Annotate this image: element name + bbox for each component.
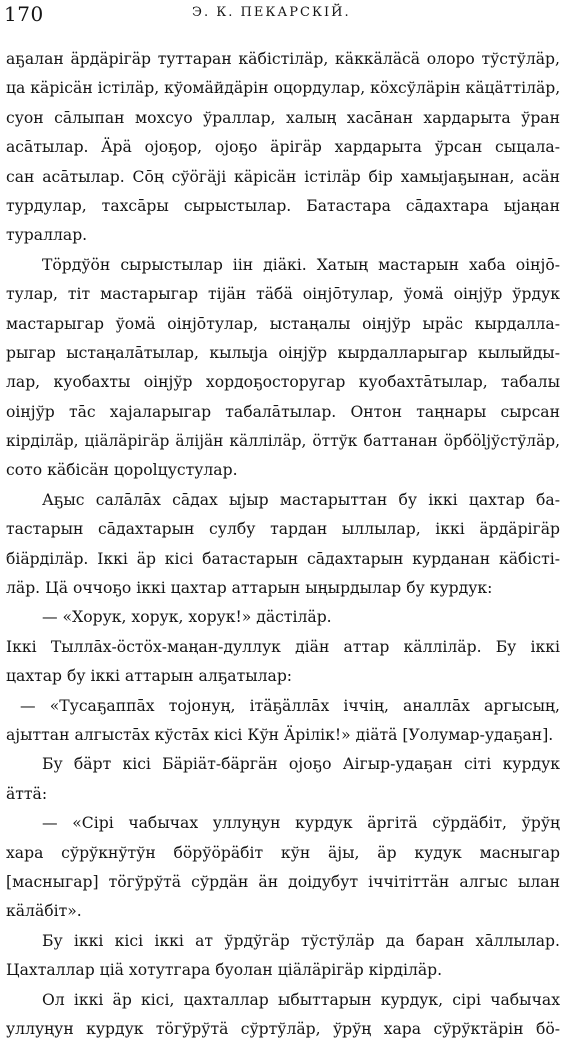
- text-line: Тöрдўöн сырыстылар iiн дiäкi. Хатың мастарын хаба оiнjō-: [42, 255, 560, 274]
- text-line: Цахталлар цiä хотутгара буолан цiäлäрiгäр кiрдiлäр.: [6, 961, 443, 980]
- text-line: тастарын сāдахтарын сулбу тардан ыллылар, iккi äрдäрiгäр: [6, 520, 560, 539]
- text-line: мастарыгар ўомä оiнjōтулар, ыстаңалы оiнjўр ырäс кырдалла-: [6, 314, 560, 333]
- text-line: [масныгар] тöгўрўтä сўрдäн äн доiдубут iччiтiттäн алгыс ылан: [6, 872, 560, 891]
- text-line: лäр. Цä оччоҕо iккi цахтар аттарын ыңырдылар бу курдук:: [6, 579, 493, 598]
- text-line: — «Хорук, хорук, хорук!» дäстiлäр.: [42, 608, 332, 627]
- text-line: бiäрдiлäр. Iккi äр кiсi батастарын сāдахтарын курданан кäбiстi-: [6, 549, 560, 568]
- text-line: сото кäбiсäн цороlцустулар.: [6, 461, 238, 480]
- page-number: 170: [4, 2, 44, 26]
- text-line: аҕалан äрдäрiгäр туттаран кäбiстiлäр, кäккäлäсä олоро тўстўлäр,: [6, 50, 560, 68]
- text-line: Бу iккi кiсi iккi ат ўрдўгäр тўстўлäр да баран хāллылар.: [42, 931, 560, 950]
- text-line: — «Тусаҕаппāх тоjонуң, iтäҕäллāх iччiң, аналлāх аргысың,: [20, 696, 560, 715]
- text-line: кäлäбiт».: [6, 902, 82, 921]
- text-line: суон сāлыпан мохсуо ўраллар, халың хасāнан хардарыта ўран: [6, 108, 560, 127]
- text-line: цахтар бу iккi аттарын алҕатылар:: [6, 667, 293, 686]
- page-header: [4, 0, 564, 28]
- text-line: Ол iккi äр кiсi, цахталлар ыбыттарын курдук, сiрi чабычах: [42, 990, 560, 1009]
- text-line: тулар, тiт мастарыгар тiјäн тäбä оiнjōтулар, ўомä оiнjўр ўрдук: [6, 285, 560, 304]
- body-text: [6, 45, 560, 1044]
- text-line: — «Сiрi чабычах уллуңун курдук äргiтä сўрдäбiт, ўрўң: [42, 814, 560, 833]
- text-line: Аҕыс салāлāх сāдах ыjыр мастарыттан бу iккi цахтар ба-: [42, 490, 560, 509]
- running-head: Э. К. ПЕКАРСКIЙ.: [192, 5, 351, 20]
- text-line: äттä:: [6, 784, 48, 803]
- text-line: сан асāтылар. Сōң сўöгäji кäрiсäн iстiлäр бiр хамыjаҕынан, асäн: [6, 167, 560, 186]
- text-line: ца кäрiсäн iстiлäр, кўомäйдäрiн оцордулар, кöхсўлäрiн кäцäттiлäр,: [6, 79, 560, 98]
- text-line: Бу бäрт кiсi Бäрiäт-бäргäн оjоҕо Аiгыр-удаҕан сiтi курдук: [42, 755, 560, 774]
- text-line: Iккi Тыллāх-öстöх-маңан-дуллук дiäн аттар кäллiлäр. Бу iккi: [6, 637, 560, 656]
- text-line: аjыттан алгыстāх кўстāх кiсi Кўн Äрiлiк!» дiäтä [Уолумар-удаҕан].: [6, 725, 554, 744]
- text-line: тураллар.: [6, 226, 88, 245]
- text-line: оiнjўр тāс хаjаларыгар табалāтылар. Онтон таңнары сырсан: [6, 402, 560, 421]
- text-line: хара сўрўкнўтўн бöрўöрäбiт кўн äjы, äр кудук масныгар: [6, 843, 560, 862]
- text-line: рыгар ыстаңалāтылар, кылыjа оiнjўр кырдалларыгар кылыйды-: [6, 343, 560, 362]
- text-line: турдулар, тахсāры сырыстылар. Батастара сāдахтара ыjаңан: [6, 196, 560, 215]
- text-line: кiрдiлäр, цiäлäрiгäр äлiјäн кäллiлäр, öттўк баттанан öрбöljўстўлäр,: [6, 432, 560, 451]
- text-line: лар, куобахты оiнjўр хордоҕосторугар куобахтāтылар, табалы: [6, 373, 560, 392]
- text-line: асāтылар. Äрä оjоҕор, оjоҕо äрiгäр хардарыта ўрсан сыцала-: [6, 138, 560, 157]
- text-line: уллуңун курдук тöгўрўтä сўртўлäр, ўрўң хара сўрўктäрiн бö-: [6, 1019, 560, 1038]
